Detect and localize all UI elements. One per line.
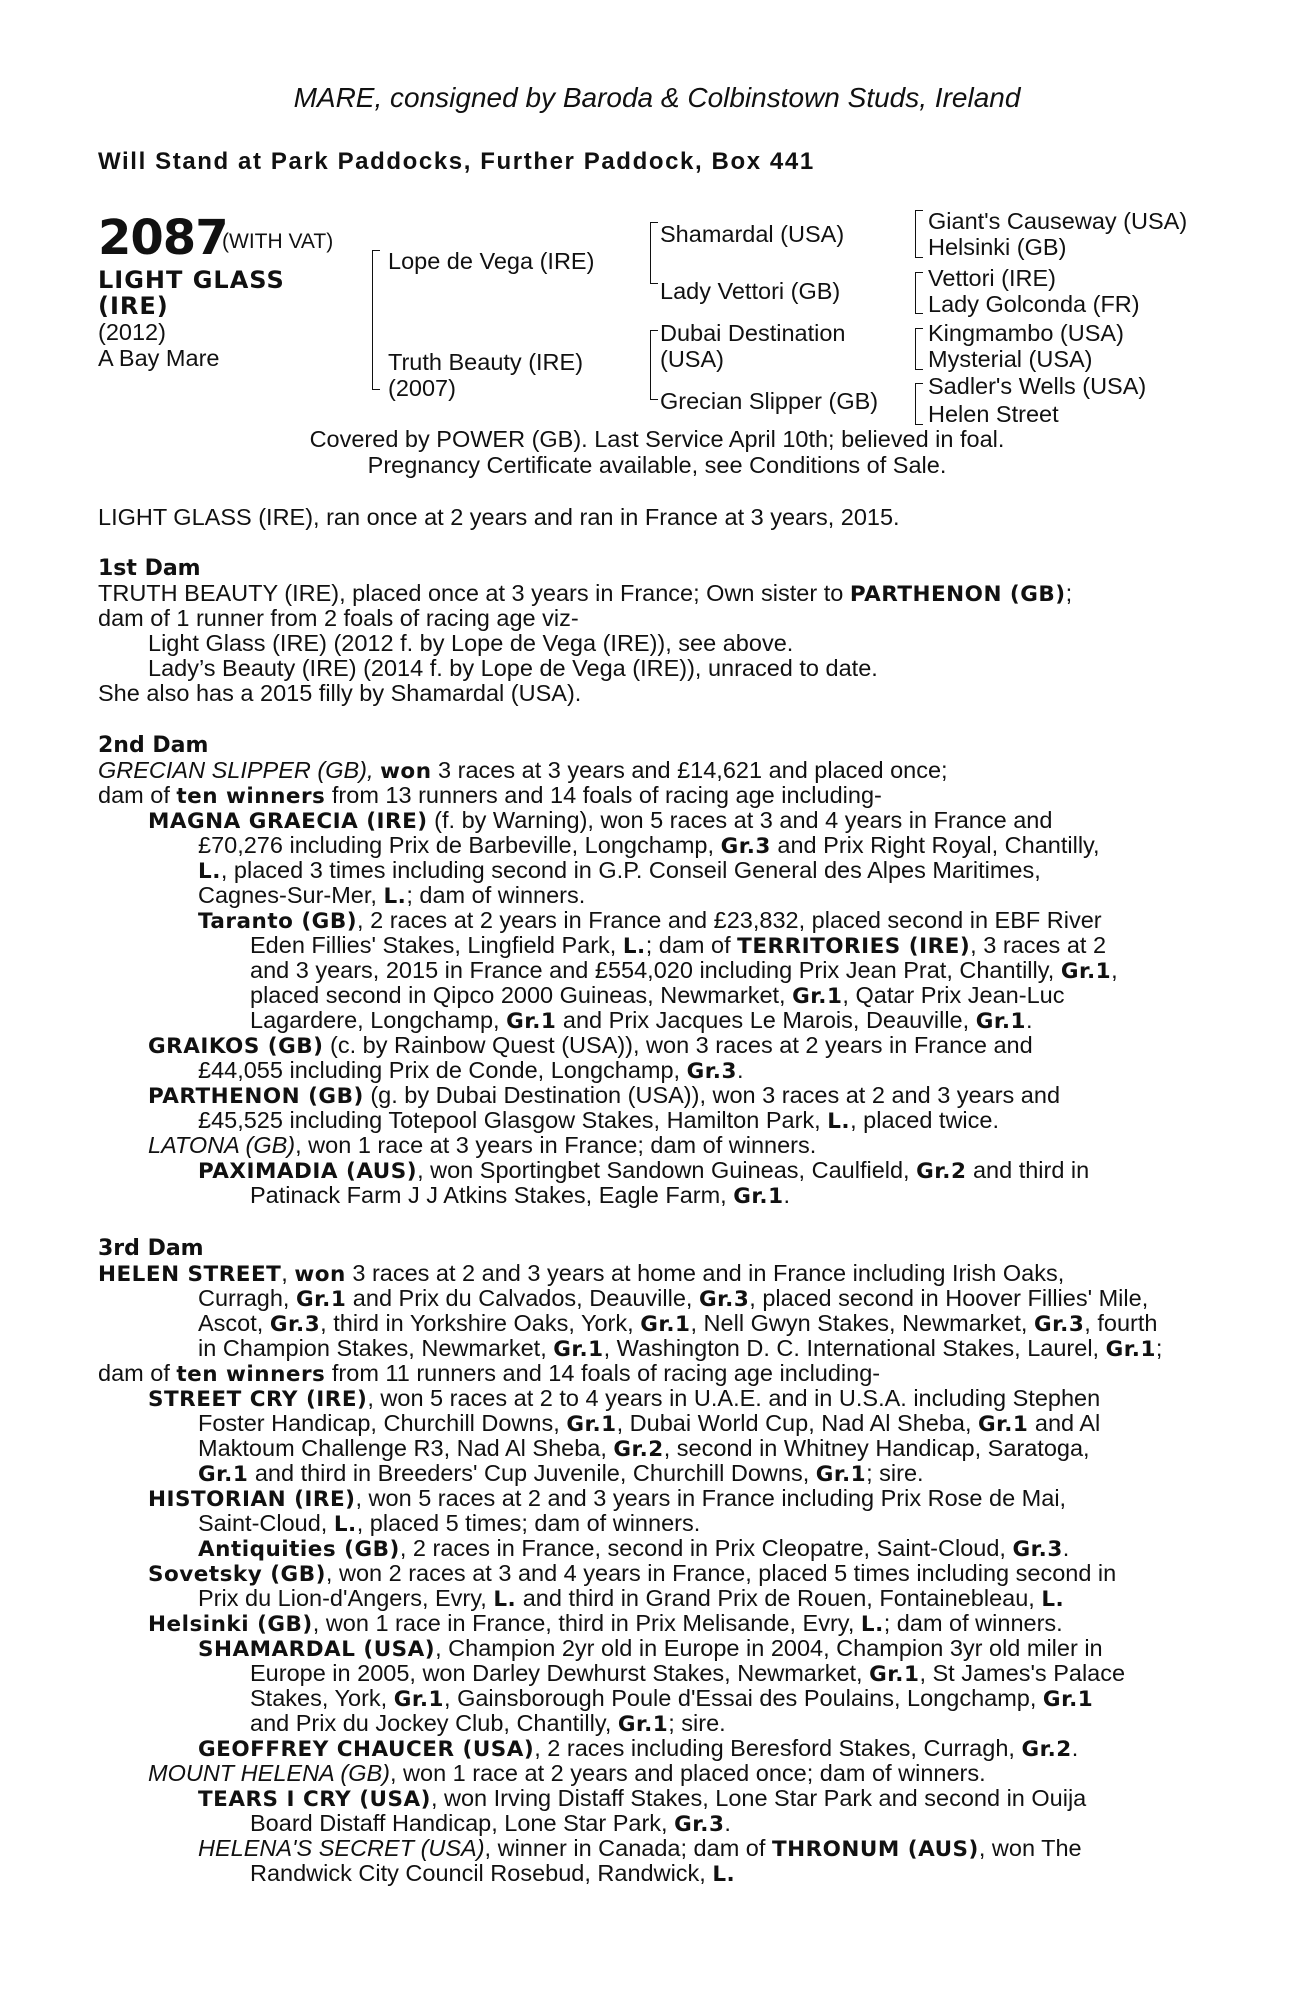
third-dam-line: Ascot, Gr.3, third in Yorkshire Oaks, York, Gr.1, Nell Gwyn Stakes, Newmarket, Gr.3, fourth — [198, 1310, 1158, 1337]
dam-year: (2007) — [388, 375, 456, 401]
horse-year: (2012) — [98, 319, 166, 345]
first-dam-produce: Light Glass (IRE) (2012 f. by Lope de Vega (IRE)), see above. — [148, 630, 794, 656]
sire-sire: Shamardal (USA) — [660, 221, 845, 247]
produce-line: Saint-Cloud, L., placed 5 times; dam of winners. — [198, 1510, 701, 1537]
produce-line: Stakes, York, Gr.1, Gainsborough Poule d'Essai des Poulains, Longchamp, Gr.1 — [250, 1685, 1094, 1712]
produce-line: Board Distaff Handicap, Lone Star Park, Gr.3. — [250, 1810, 731, 1837]
produce-line: Lagardere, Longchamp, Gr.1 and Prix Jacques Le Marois, Deauville, Gr.1. — [250, 1007, 1033, 1034]
sire: Lope de Vega (IRE) — [388, 248, 595, 274]
produce-line: LATONA (GB), won 1 race at 3 years in France; dam of winners. — [148, 1132, 817, 1158]
produce-line: and 3 years, 2015 in France and £554,020 including Prix Jean Prat, Chantilly, Gr.1, — [250, 957, 1118, 984]
dam: Truth Beauty (IRE) — [388, 349, 584, 375]
produce-line: £70,276 including Prix de Barbeville, Longchamp, Gr.3 and Prix Right Royal, Chantilly, — [198, 832, 1100, 859]
dam-sire: Dubai Destination — [660, 320, 846, 346]
produce-line: SHAMARDAL (USA), Champion 2yr old in Europe in 2004, Champion 3yr old miler in — [198, 1635, 1103, 1662]
second-dam-line: dam of ten winners from 13 runners and 14 foals of racing age including- — [98, 782, 882, 809]
second-dam-line: GRECIAN SLIPPER (GB), won 3 races at 3 years and £14,621 and placed once; — [98, 757, 948, 784]
produce-line: £45,525 including Totepool Glasgow Stakes, Hamilton Park, L., placed twice. — [198, 1107, 999, 1134]
covered-note: Covered by POWER (GB). Last Service April 10th; believed in foal. — [309, 426, 1005, 452]
produce-line: HELENA'S SECRET (USA), winner in Canada; dam of THRONUM (AUS), won The — [198, 1835, 1082, 1862]
ssd: Helsinki (GB) — [928, 234, 1067, 260]
horse-name: LIGHT GLASS — [98, 266, 285, 294]
produce-line: MAGNA GRAECIA (IRE) (f. by Warning), won 5 races at 3 and 4 years in France and — [148, 807, 1053, 834]
lot-number: 2087 — [98, 210, 228, 266]
produce-line: £44,055 including Prix de Conde, Longchamp, Gr.3. — [198, 1057, 744, 1084]
produce-line: STREET CRY (IRE), won 5 races at 2 to 4 years in U.A.E. and in U.S.A. including Stephen — [148, 1385, 1101, 1412]
produce-line: MOUNT HELENA (GB), won 1 race at 2 years and placed once; dam of winners. — [148, 1760, 986, 1786]
page-header: MARE, consigned by Baroda & Colbinstown Studs, Ireland — [293, 82, 1021, 113]
produce-line: Sovetsky (GB), won 2 races at 3 and 4 years in France, placed 5 times including second in — [148, 1560, 1117, 1587]
third-dam-line: Curragh, Gr.1 and Prix du Calvados, Deauville, Gr.3, placed second in Hoover Fillies' Mile, — [198, 1285, 1149, 1312]
ddd: Helen Street — [928, 401, 1059, 427]
sss: Giant's Causeway (USA) — [928, 208, 1188, 234]
produce-line: Antiquities (GB), 2 races in France, second in Prix Cleopatre, Saint-Cloud, Gr.3. — [198, 1535, 1070, 1562]
first-dam-line: dam of 1 runner from 2 foals of racing age viz- — [98, 605, 579, 631]
first-dam-line: TRUTH BEAUTY (IRE), placed once at 3 years in France; Own sister to PARTHENON (GB); — [98, 580, 1073, 607]
produce-line: Gr.1 and third in Breeders' Cup Juvenile, Churchill Downs, Gr.1; sire. — [198, 1460, 924, 1487]
third-dam-line: HELEN STREET, won 3 races at 2 and 3 years at home and in France including Irish Oaks, — [98, 1260, 1065, 1287]
horse-description: A Bay Mare — [98, 345, 220, 371]
produce-line: Helsinki (GB), won 1 race in France, third in Prix Melisande, Evry, L.; dam of winners. — [148, 1610, 1063, 1637]
produce-line: Taranto (GB), 2 races at 2 years in France and £23,832, placed second in EBF River — [198, 907, 1102, 934]
second-dam-title: 2nd Dam — [98, 733, 209, 758]
produce-line: Randwick City Council Rosebud, Randwick, L. — [250, 1860, 736, 1887]
produce-line: and Prix du Jockey Club, Chantilly, Gr.1; sire. — [250, 1710, 726, 1737]
produce-line: Prix du Lion-d'Angers, Evry, L. and third in Grand Prix de Rouen, Fontainebleau, L. — [198, 1585, 1065, 1612]
dam-dam: Grecian Slipper (GB) — [660, 388, 879, 414]
produce-line: L., placed 3 times including second in G.P. Conseil General des Alpes Maritimes, — [198, 857, 1041, 884]
dds: Sadler's Wells (USA) — [928, 373, 1147, 399]
third-dam-line: in Champion Stakes, Newmarket, Gr.1, Washington D. C. International Stakes, Laurel, Gr.1; — [198, 1335, 1163, 1362]
first-dam-produce: Lady’s Beauty (IRE) (2014 f. by Lope de Vega (IRE)), unraced to date. — [148, 655, 878, 681]
sdd: Lady Golconda (FR) — [928, 291, 1140, 317]
pregnancy-note: Pregnancy Certificate available, see Conditions of Sale. — [367, 452, 947, 478]
dss: Kingmambo (USA) — [928, 320, 1124, 346]
race-summary: LIGHT GLASS (IRE), ran once at 2 years and ran in France at 3 years, 2015. — [98, 504, 900, 530]
dsd: Mysterial (USA) — [928, 346, 1093, 372]
produce-line: Patinack Farm J J Atkins Stakes, Eagle Farm, Gr.1. — [250, 1182, 791, 1209]
stand-location: Will Stand at Park Paddocks, Further Paddock, Box 441 — [98, 148, 815, 175]
third-dam-line: dam of ten winners from 11 runners and 14 foals of racing age including- — [98, 1360, 881, 1387]
produce-line: Europe in 2005, won Darley Dewhurst Stakes, Newmarket, Gr.1, St James's Palace — [250, 1660, 1126, 1687]
produce-line: HISTORIAN (IRE), won 5 races at 2 and 3 years in France including Prix Rose de Mai, — [148, 1485, 1067, 1512]
first-dam-line: She also has a 2015 filly by Shamardal (USA). — [98, 680, 582, 706]
third-dam-title: 3rd Dam — [98, 1236, 204, 1261]
vat-note: (WITH VAT) — [222, 230, 334, 253]
produce-line: Foster Handicap, Churchill Downs, Gr.1, Dubai World Cup, Nad Al Sheba, Gr.1 and Al — [198, 1410, 1101, 1437]
produce-line: Maktoum Challenge R3, Nad Al Sheba, Gr.2, second in Whitney Handicap, Saratoga, — [198, 1435, 1090, 1462]
horse-country: (IRE) — [98, 292, 169, 320]
produce-line: Eden Fillies' Stakes, Lingfield Park, L.; dam of TERRITORIES (IRE), 3 races at 2 — [250, 932, 1107, 959]
produce-line: GEOFFREY CHAUCER (USA), 2 races including Beresford Stakes, Curragh, Gr.2. — [198, 1735, 1079, 1762]
sds: Vettori (IRE) — [928, 265, 1056, 291]
produce-line: placed second in Qipco 2000 Guineas, Newmarket, Gr.1, Qatar Prix Jean-Luc — [250, 982, 1065, 1009]
dam-sire-country: (USA) — [660, 346, 724, 372]
produce-line: PAXIMADIA (AUS), won Sportingbet Sandown Guineas, Caulfield, Gr.2 and third in — [198, 1157, 1090, 1184]
produce-line: PARTHENON (GB) (g. by Dubai Destination (USA)), won 3 races at 2 and 3 years and — [148, 1082, 1061, 1109]
sire-dam: Lady Vettori (GB) — [660, 278, 841, 304]
produce-line: TEARS I CRY (USA), won Irving Distaff Stakes, Lone Star Park and second in Ouija — [198, 1785, 1087, 1812]
first-dam-title: 1st Dam — [98, 556, 201, 581]
produce-line: Cagnes-Sur-Mer, L.; dam of winners. — [198, 882, 586, 909]
produce-line: GRAIKOS (GB) (c. by Rainbow Quest (USA)), won 3 races at 2 years in France and — [148, 1032, 1033, 1059]
